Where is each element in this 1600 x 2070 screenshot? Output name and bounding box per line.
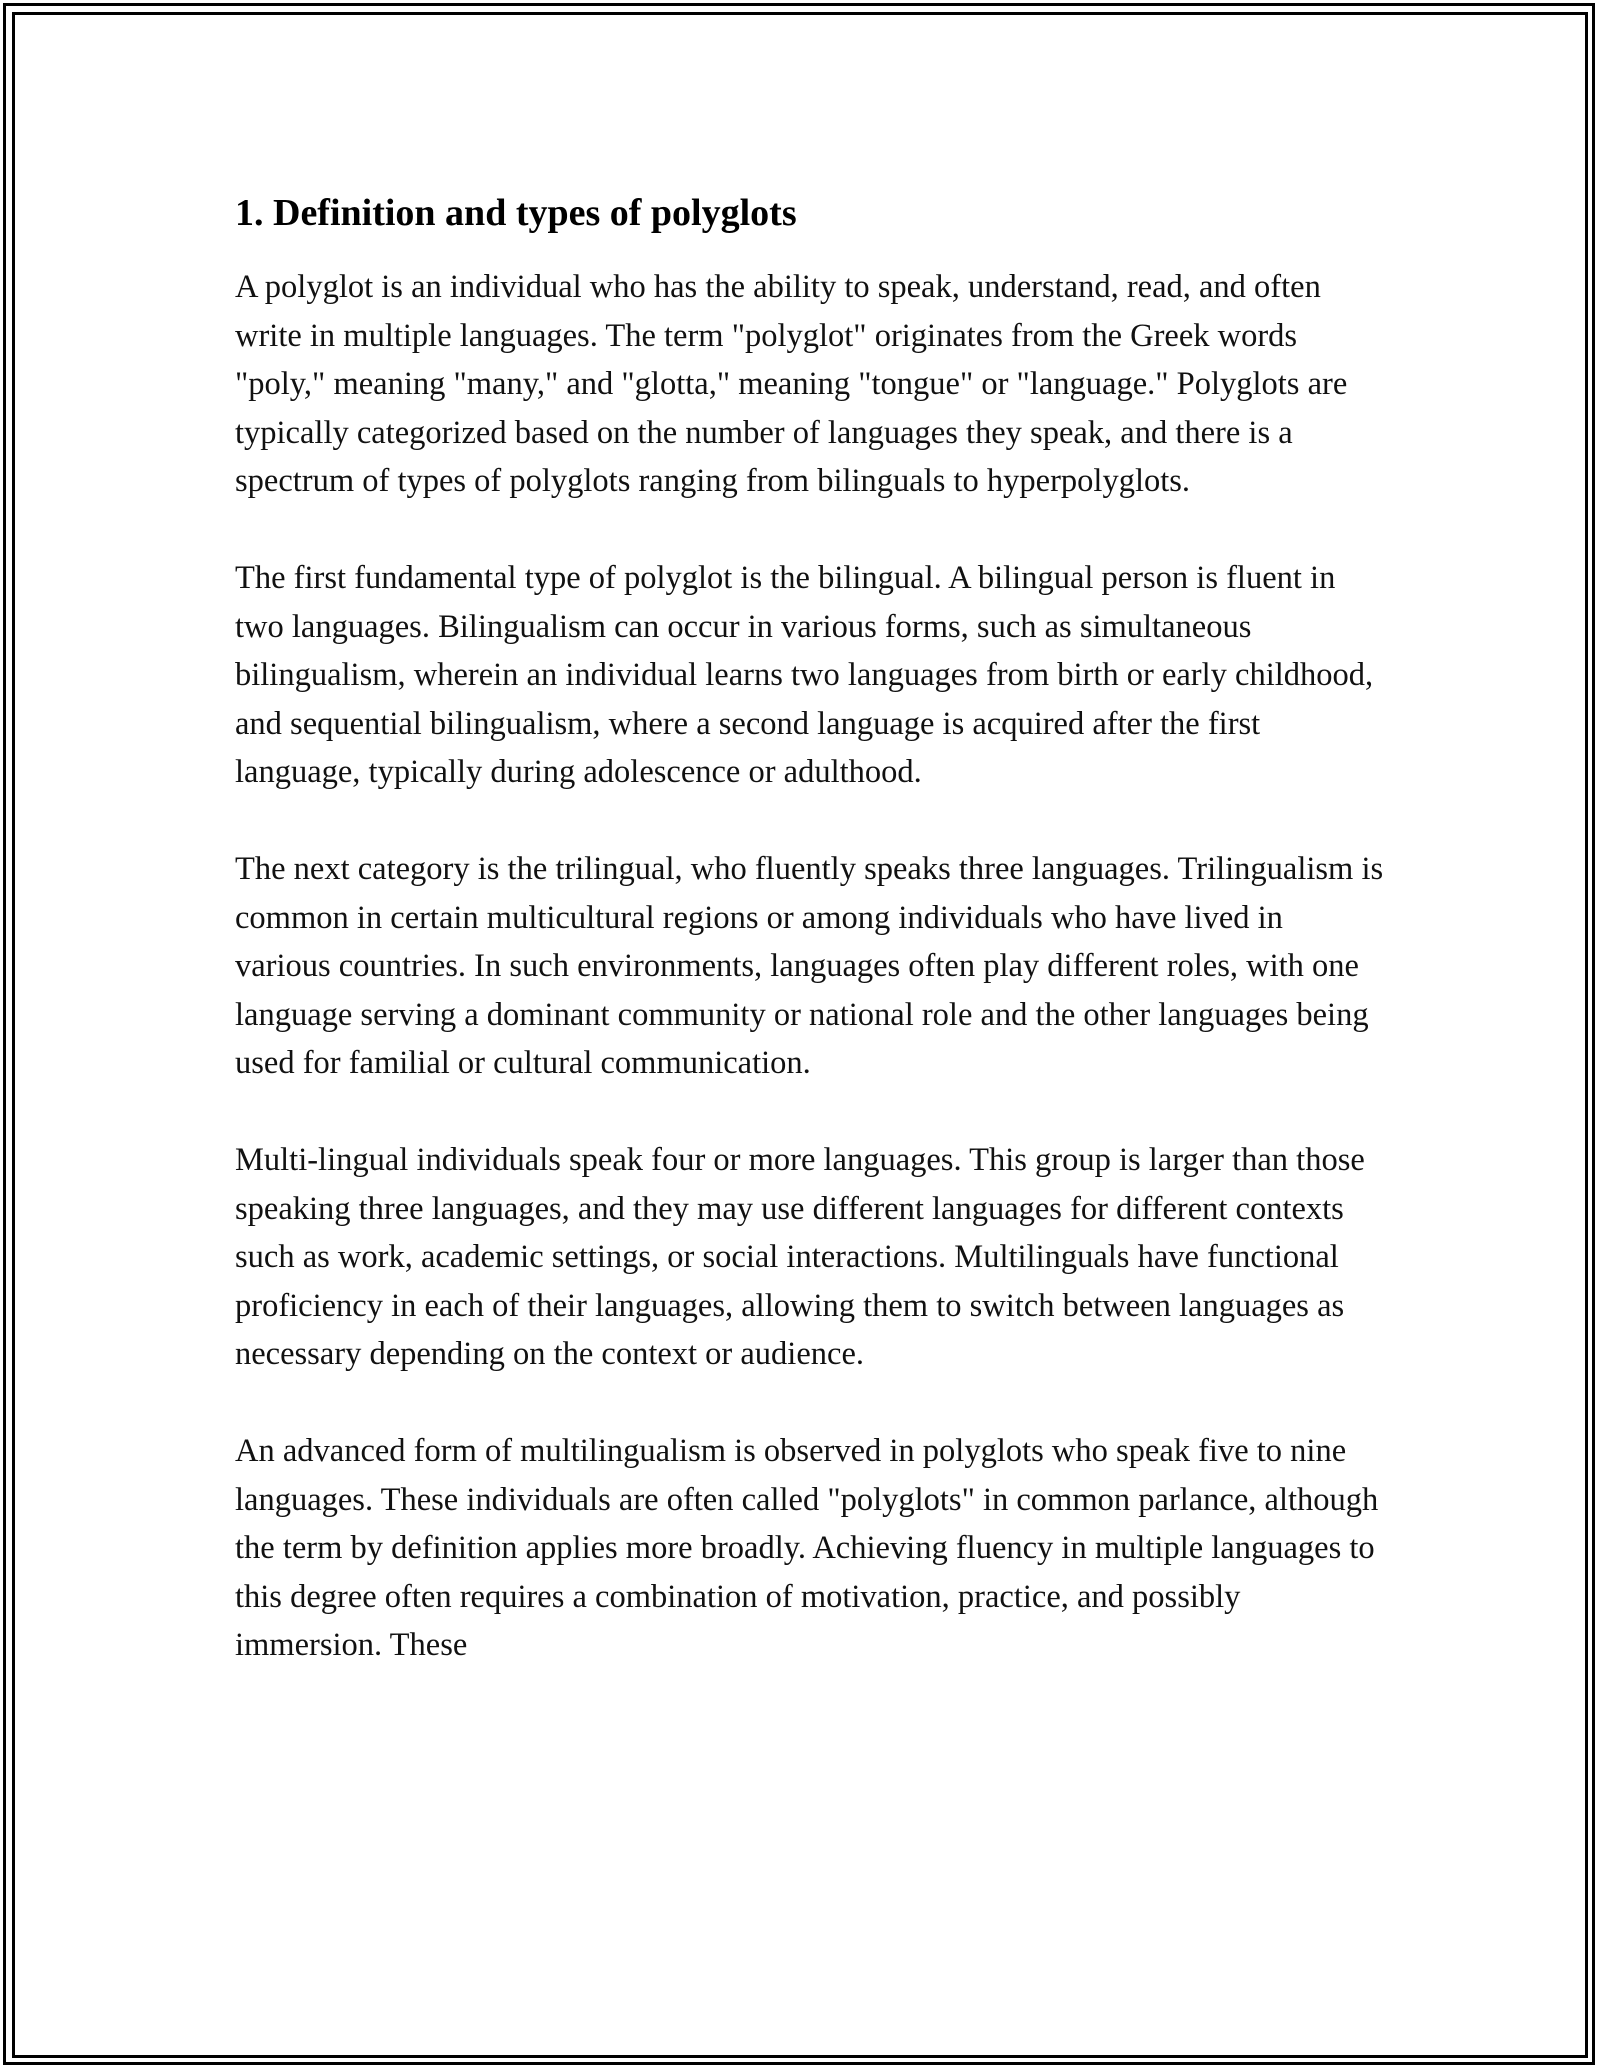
paragraph-multilingual: Multi-lingual individuals speak four or more languages. This group is larger than those speaking three languages, and they may use different languages for different contexts such as work, academic settings, or social interactions. Multilinguals have functional proficiency in each of their languages, allowing them to switch between languages as necessary depending on the context or audience.: [235, 1142, 1365, 1372]
section-heading: 1. Definition and types of polyglots: [235, 192, 797, 234]
paragraph-definition: A polyglot is an individual who has the ability to speak, understand, read, and often write in multiple languages. The term "polyglot" originates from the Greek words "poly," meaning "many," and "glotta," meaning "tongue" or "language." Polyglots are typically categorized based on the number of languages they speak, and there is a spectrum of types of polyglots ranging from bilinguals to hyperpolyglots.: [235, 269, 1348, 499]
document-body: [235, 185, 1385, 1718]
paragraph-trilingual: The next category is the trilingual, who fluently speaks three languages. Trilingualism is common in certain multicultural regions or among individuals who have lived in various countries. In such environments, languages often play different roles, with one language serving a dominant community or national role and the other languages being used for familial or cultural communication.: [235, 851, 1384, 1081]
paragraph-bilingual: The first fundamental type of polyglot is the bilingual. A bilingual person is fluent in two languages. Bilingualism can occur in various forms, such as simultaneous bilingualism, wherein an individual learns two languages from birth or early childhood, and sequential bilingualism, where a second language is acquired after the first language, typically during adolescence or adulthood.: [235, 560, 1374, 790]
paragraph-polyglot: An advanced form of multilingualism is observed in polyglots who speak five to nine languages. These individuals are often called "polyglots" in common parlance, although the term by definition applies more broadly. Achieving fluency in multiple languages to this degree often requires a combination of motivation, practice, and possibly immersion. These: [235, 1433, 1379, 1663]
